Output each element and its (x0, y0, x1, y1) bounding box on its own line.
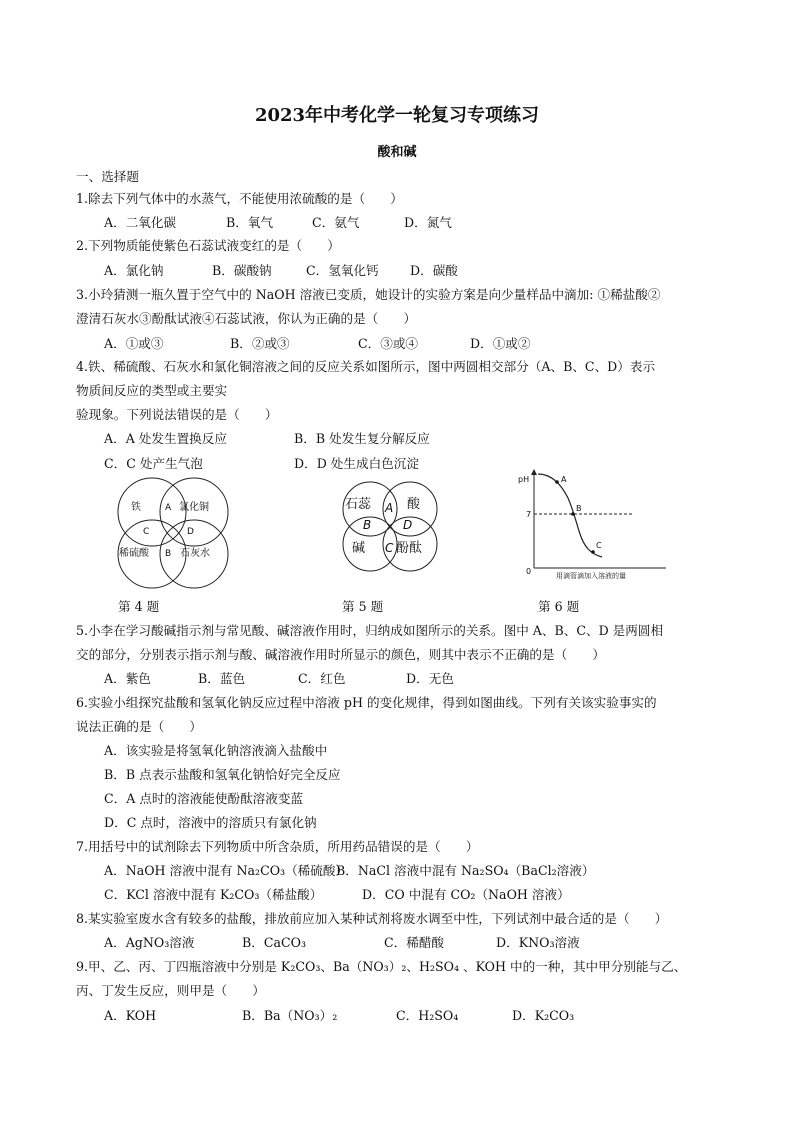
q4-stem-line1: 4.铁、稀硫酸、石灰水和氯化铜溶液之间的反应关系如图所示，图中两圆相交部分（A、B、C、D）表示 (76, 359, 656, 374)
q6-option-b: B．B 点表示盐酸和氢氧化钠恰好完全反应 (104, 767, 341, 782)
fig4-label-sulfuric-acid: 稀硫酸 (119, 548, 149, 559)
q4-option-d: D．D 处生成白色沉淀 (294, 456, 419, 471)
fig5-label-acid: 酸 (407, 497, 421, 512)
fig6-origin-label: 0 (526, 567, 532, 576)
fig6-y-axis-label: pH (518, 475, 530, 484)
q9-option-a: A．KOH (104, 1008, 157, 1023)
q4-stem-line3: 验现象。下列说法错误的是（ ） (76, 407, 278, 422)
q5-option-b: B．蓝色 (198, 671, 246, 686)
fig6-curve (538, 474, 602, 557)
fig5-label-d: D (403, 518, 413, 532)
fig6-x-axis-label: 用滴管滴加入溶液的量 (556, 572, 626, 580)
q2-option-c: C．氢氧化钙 (306, 263, 379, 278)
fig6-point-c (591, 550, 595, 554)
q5-stem-line2: 交的部分，分别表示指示剂与酸、碱溶液作用时所显示的颜色，则其中表示不正确的是（ ） (76, 647, 605, 662)
q3-option-a: A．①或③ (104, 336, 164, 351)
q1-option-b: B．氧气 (226, 215, 274, 230)
fig6-point-a (555, 480, 559, 484)
fig5-label-phenolphthalein: 酚酞 (396, 541, 423, 556)
figure-6-caption: 第 6 题 (538, 599, 580, 614)
q9-stem-line1: 9.甲、乙、丙、丁四瓶溶液中分别是 K₂CO₃、Ba（NO₃）₂、H₂SO₄ 、KOH 中的一种，其中甲分别能与乙、 (76, 959, 687, 974)
fig6-label-b: B (576, 504, 582, 513)
q8-stem: 8.某实验室废水含有较多的盐酸，排放前应加入某种试剂将废水调至中性，下列试剂中最合适的是（ ） (76, 911, 668, 926)
fig4-label-limewater: 石灰水 (180, 548, 210, 559)
q4-option-a: A．A 处发生置换反应 (104, 431, 227, 446)
section-heading: 一、选择题 (76, 169, 139, 184)
fig5-label-base: 碱 (352, 541, 366, 556)
q5-stem-line1: 5.小李在学习酸碱指示剂与常见酸、碱溶液作用时，归纳成如图所示的关系。图中 A、B、C、D 是两圆相 (76, 623, 664, 638)
fig4-circle-iron (118, 478, 186, 546)
figure-4-caption: 第 4 题 (118, 599, 160, 614)
q6-option-d: D．C 点时，溶液中的溶质只有氯化钠 (104, 815, 317, 830)
q3-option-b: B．②或③ (230, 336, 290, 351)
figure-5-venn (340, 480, 444, 580)
q5-option-a: A．紫色 (104, 671, 151, 686)
fig6-label-c: C (596, 541, 602, 550)
fig4-label-b: B (165, 549, 172, 559)
fig4-label-c: C (143, 527, 150, 537)
q4-option-c: C．C 处产生气泡 (104, 456, 203, 471)
fig4-label-copper-chloride: 氯化铜 (179, 502, 209, 513)
q9-option-c: C．H₂SO₄ (396, 1008, 459, 1023)
fig5-label-b: B (363, 518, 372, 532)
fig5-label-a: A (385, 501, 394, 515)
q1-option-c: C．氨气 (312, 215, 360, 230)
q9-option-d: D．K₂CO₃ (512, 1008, 575, 1023)
fig6-ph7-label: 7 (526, 510, 532, 519)
q3-option-c: C．③或④ (358, 336, 419, 351)
q6-stem-line1: 6.实验小组探究盐酸和氢氧化钠反应过程中溶液 pH 的变化规律，得到如图曲线。下列有关该实验事实的 (76, 695, 657, 710)
q6-option-a: A．该实验是将氢氧化钠溶液滴入盐酸中 (104, 743, 328, 758)
q2-option-d: D．碳酸 (410, 263, 458, 278)
q7-option-c: C．KCl 溶液中混有 K₂CO₃（稀盐酸） (104, 887, 323, 902)
q8-option-a: A．AgNO₃溶液 (104, 935, 195, 950)
fig5-label-litmus: 石蕊 (345, 497, 372, 512)
q8-option-d: D．KNO₃溶液 (496, 935, 580, 950)
q2-option-b: B．碳酸钠 (212, 263, 272, 278)
q8-option-c: C．稀醋酸 (384, 935, 445, 950)
q1-option-a: A．二氧化碳 (104, 215, 177, 230)
q7-option-a: A．NaOH 溶液中混有 Na₂CO₃（稀硫酸） (104, 863, 349, 878)
q8-option-b: B．CaCO₃ (242, 935, 307, 950)
figure-6-ph-curve (516, 460, 676, 582)
page-subtitle: 酸和碱 (377, 145, 417, 160)
q3-option-d: D．①或② (470, 336, 531, 351)
q4-option-b: B．B 处发生复分解反应 (294, 431, 430, 446)
figure-5-caption: 第 5 题 (342, 599, 384, 614)
q3-stem-line2: 澄清石灰水③酚酞试液④石蕊试液，你认为正确的是（ ） (76, 311, 417, 326)
q5-option-c: C．红色 (298, 671, 346, 686)
page-title: 2023年中考化学一轮复习专项练习 (254, 105, 540, 126)
fig5-label-c: C (385, 541, 394, 555)
q2-stem: 2.下列物质能使紫色石蕊试液变红的是（ ） (76, 238, 340, 253)
figure-4-venn (108, 474, 248, 594)
q7-stem: 7.用括号中的试剂除去下列物质中所含杂质，所用药品错误的是（ ） (76, 839, 479, 854)
q1-option-d: D．氮气 (404, 215, 452, 230)
q2-option-a: A．氯化钠 (104, 263, 164, 278)
q7-option-b: B．NaCl 溶液中混有 Na₂SO₄（BaCl₂溶液） (336, 863, 595, 878)
q4-stem-line2: 物质间反应的类型或主要实 (76, 383, 228, 398)
q7-option-d: D．CO 中混有 CO₂（NaOH 溶液） (362, 887, 570, 902)
q3-stem-line1: 3.小玲猜测一瓶久置于空气中的 NaOH 溶液已变质，她设计的实验方案是向少量样品中滴加: ①稀盐酸② (76, 287, 661, 302)
fig6-label-a: A (561, 475, 567, 484)
q6-stem-line2: 说法正确的是（ ） (76, 719, 202, 734)
fig4-label-d: D (187, 527, 194, 537)
fig4-label-a: A (165, 503, 172, 513)
fig4-label-iron: 铁 (131, 502, 141, 513)
q5-option-d: D．无色 (406, 671, 454, 686)
q1-stem: 1.除去下列气体中的水蒸气，不能使用浓硫酸的是（ ） (76, 191, 403, 206)
q6-option-c: C．A 点时的溶液能使酚酞溶液变蓝 (104, 791, 304, 806)
q9-option-b: B．Ba（NO₃）₂ (242, 1008, 338, 1023)
fig6-point-b (571, 512, 575, 516)
q9-stem-line2: 丙、丁发生反应，则甲是（ ） (76, 983, 265, 998)
